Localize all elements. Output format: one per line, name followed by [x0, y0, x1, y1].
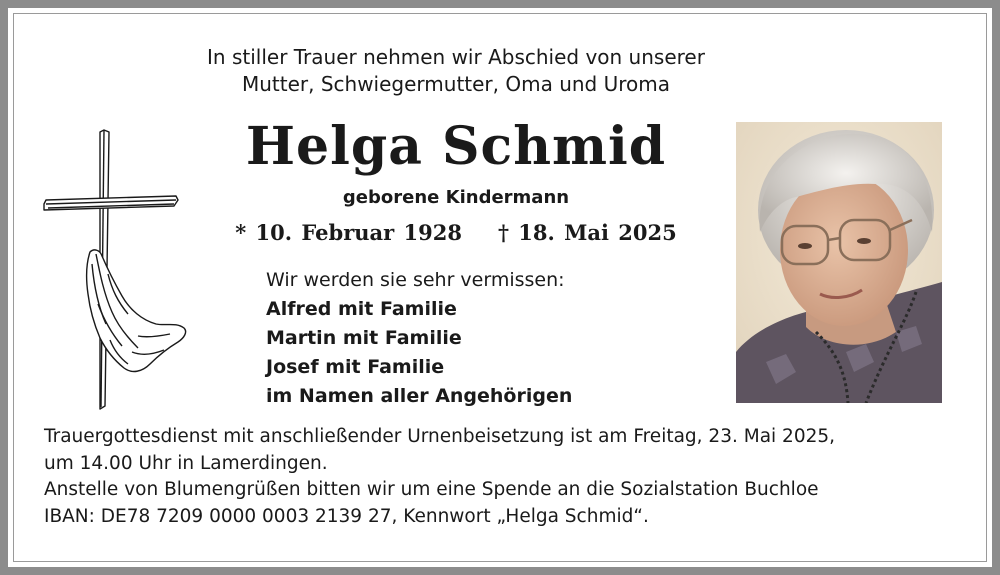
mourner-name: Alfred mit Familie — [266, 298, 457, 320]
mourners-block — [266, 266, 572, 411]
mourner-name: Josef mit Familie — [266, 356, 445, 378]
mourners-heading: Wir werden sie sehr vermissen: — [266, 269, 565, 291]
notice-line-2: um 14.00 Uhr in Lamerdingen. — [44, 452, 328, 474]
intro-text — [150, 44, 762, 98]
life-dates — [150, 219, 762, 247]
notice-line-1: Trauergottesdienst mit anschließender Urnenbeisetzung ist am Freitag, 23. Mai 2025, — [44, 426, 836, 447]
mourner-name: im Namen aller Angehörigen — [266, 385, 573, 407]
mourner-name: Martin mit Familie — [266, 327, 462, 349]
birth-date: * 10. Februar 1928 — [235, 220, 462, 245]
notice-line-4: IBAN: DE78 7209 0000 0003 2139 27, Kennwort „Helga Schmid“. — [44, 505, 649, 527]
intro-line-2: Mutter, Schwiegermutter, Oma und Uroma — [241, 72, 671, 96]
maiden-name: geborene Kindermann — [342, 187, 570, 208]
deceased-name: Helga Schmid — [245, 116, 667, 177]
intro-line-1: In stiller Trauer nehmen wir Abschied von unserer — [207, 45, 705, 69]
service-notice — [44, 424, 964, 530]
notice-line-3: Anstelle von Blumengrüßen bitten wir um eine Spende an die Sozialstation Buchloe — [44, 479, 819, 500]
portrait-photo — [736, 122, 942, 403]
death-date: † 18. Mai 2025 — [497, 220, 677, 245]
